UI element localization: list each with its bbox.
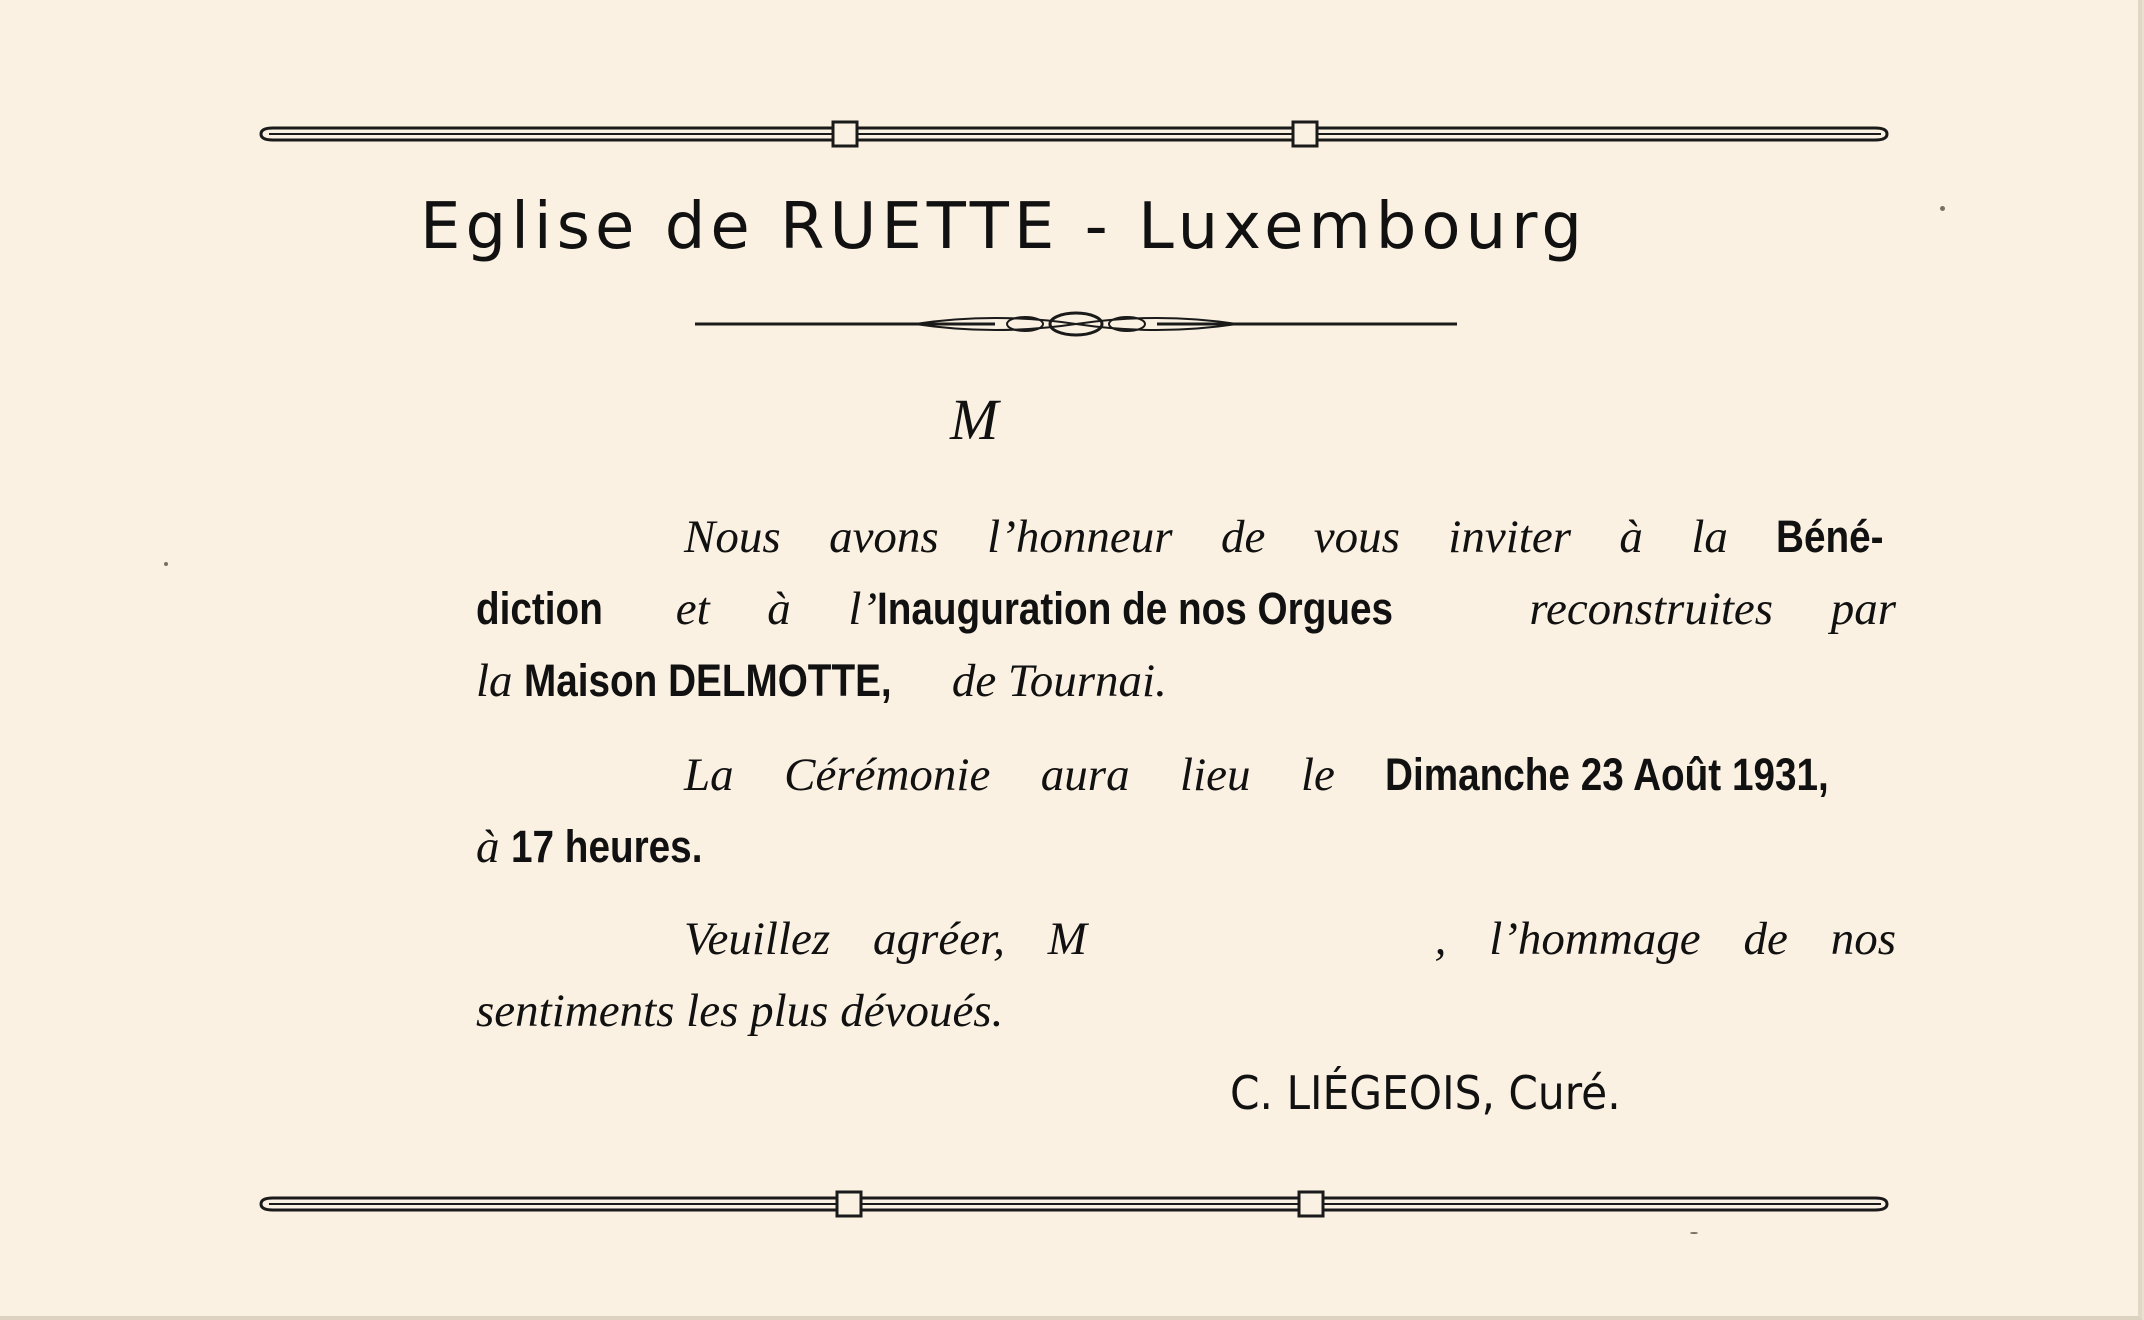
p1-l3-bold: Maison DELMOTTE,: [524, 655, 892, 706]
signature: C. LIÉGEOIS, Curé.: [1230, 1066, 1621, 1120]
paragraph3-line1: [476, 906, 1896, 972]
paragraph2-line1: [476, 742, 1896, 808]
paragraph1-line1: [476, 504, 1896, 570]
p2-l2-italic: à: [476, 821, 500, 873]
p1-l2-bold-a: diction: [476, 583, 603, 634]
p2-l1-italic: La Cérémonie aura lieu le: [684, 749, 1335, 801]
paper-speck: [164, 562, 168, 566]
paper-speck: [1940, 206, 1945, 211]
top-border-rule: [255, 114, 1895, 154]
paper-speck: [1690, 1232, 1698, 1234]
paragraph2-line2: [476, 814, 1896, 880]
p1-l1-bold: Béné-: [1776, 511, 1884, 562]
p2-l2-bold: 17 heures.: [511, 821, 703, 872]
p2-l1-bold: Dimanche 23 Août 1931,: [1385, 749, 1830, 800]
p1-l2-italic-a: et à l’: [675, 583, 878, 635]
paragraph1-line2: [476, 576, 1896, 642]
paragraph3-line2: [476, 978, 1896, 1044]
p1-l3-italic-b: de Tournai.: [951, 655, 1167, 707]
p3-l1-italic-b: , l’hommage de nos: [1434, 913, 1897, 965]
p3-l1-italic-a: Veuillez agréer, M: [684, 913, 1087, 965]
paragraph1-line3: [476, 648, 1896, 714]
p3-l2-italic: sentiments les plus dévoués.: [476, 985, 1004, 1037]
bottom-border-rule: [255, 1184, 1895, 1224]
p1-l1-italic: Nous avons l’honneur de vous inviter à la: [684, 511, 1728, 563]
p1-l2-italic-b: reconstruites par: [1529, 583, 1896, 635]
title-ornament: [695, 306, 1457, 342]
church-title: Eglise de RUETTE - Luxembourg: [420, 190, 1587, 264]
salutation: M: [950, 387, 999, 452]
p1-l3-italic-a: la: [476, 655, 513, 707]
p1-l2-bold-b: Inauguration de nos Orgues: [877, 583, 1394, 634]
